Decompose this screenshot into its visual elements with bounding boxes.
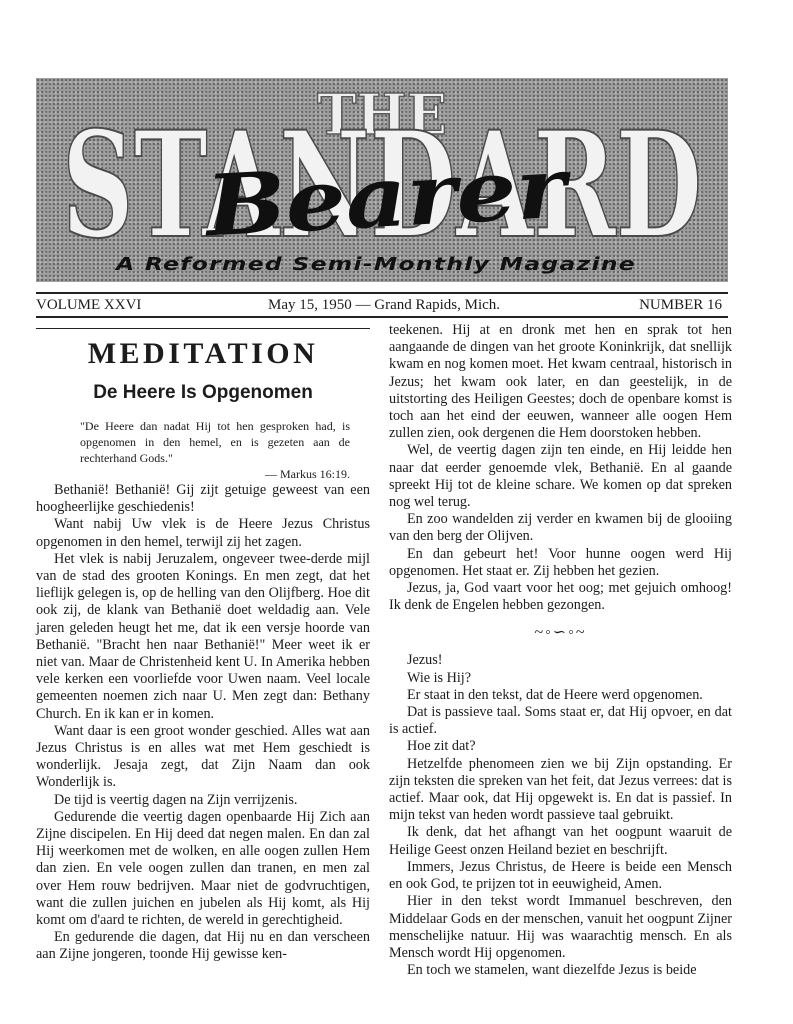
paragraph: Ik denk, dat het afhangt van het oogpunt waaruit de Heilige Geest onzen Heiland beziet en beschrijft. (389, 824, 732, 858)
section-ornament: ~◦∽◦~ (534, 624, 587, 642)
paragraph: Gedurende die veertig dagen openbaarde Hij Zich aan Zijne discipelen. En Hij deed dat negen malen. En dan zal Hij weerkomen met de wolken, en alle oogen zullen Hem dan zien. En vele oogen zullen dan tranen, en men zal over Hem rouw bedrijven. Maar niet de godvruchtigen, want die zullen juichen en jubelen als Hij komt, als Hij komt om d'aard te richten, de wereld in gerechtigheid. (36, 808, 370, 929)
paragraph: Hoe zit dat? (407, 738, 476, 755)
issue-number: NUMBER 16 (639, 297, 722, 313)
paragraph: Jezus! (407, 652, 443, 669)
right-column (389, 322, 732, 979)
paragraph: En dan gebeurt het! Voor hunne oogen werd Hij opgenomen. Het staat er. Zij hebben het gezien. (389, 545, 732, 579)
scripture-citation: — Markus 16:19. (265, 467, 350, 481)
left-column (36, 322, 370, 964)
paragraph: Immers, Jezus Christus, de Heere is beide een Mensch en ook God, te prijzen tot in eeuwigheid, Amen. (389, 858, 732, 893)
paragraph: Het vlek is nabij Jeruzalem, ongeveer twee-derde mijl van de stad des grooten Konings. En men zegt, dat het lieflijk gelegen is, op de helling van den Olijfberg. Hoe dit ook zij, de klank van Bethanië doet weldadig aan. Vele jaren geleden heugt het me, dat ik een versje hoorde van Bethanië. "Bracht hen naar Bethanië!" Meer weet ik er niet van. Maar de Christenheid kent U. In Amerika hebben vele kerken een voorliefde voor Uwen naam. Veel locale gemeenten noemen zich naar U. Men zegt dan: Bethany Church. En ik kan er in komen. (36, 550, 370, 722)
volume-label: VOLUME XXVI (36, 297, 142, 313)
masthead-banner (36, 78, 728, 282)
paragraph: Dat is passieve taal. Soms staat er, dat Hij opvoer, en dat is actief. (389, 704, 732, 738)
paragraph: Want daar is een groot wonder geschied. Alles wat aan Jezus Christus is en alles wat met Hem geschiedt is wonderlijk. Jesaja zegt, dat Zijn Naam dan ook Wonderlijk is. (36, 722, 370, 791)
paragraph: teekenen. Hij at en dronk met hen en sprak tot hen aangaande de dingen van het groote Koninkrijk, dat snellijk kwam en nog komen moet. Het kwam centraal, historisch in Jezus; het kwam ook later, en dan geestelijk, in de uitstorting des Heiligen Geestes; doch de openbare komst is toch aan het eind der eeuwen, wanneer alle oogen Hem zullen zien, ook dergenen die Hem doorstoken hebben. (389, 322, 732, 442)
paragraph: Wel, de veertig dagen zijn ten einde, en Hij leidde hen naar dat eerder genoemde vlek, Bethanië. En al gaande spreekt Hij tot de kleine schare. We komen op dat spreken nog wel terug. (389, 442, 732, 511)
epigraph: "De Heere dan nadat Hij tot hen gesproken had, is opgenomen in den hemel, en is gezeten aan de rechterhand Gods." (80, 419, 350, 465)
paragraph: Hetzelfde phenomeen zien we bij Zijn opstanding. Er zijn teksten die spreken van het feit, dat Jezus verrees: dat is actief. Maar ook, dat Hij opgewekt is. En dat is passief. In mijn tekst van heden wordt passieve taal gebruikt. (389, 755, 732, 824)
paragraph: Bethanië! Bethanië! Gij zijt getuige geweest van een hoogheerlijke geschiedenis! (36, 482, 370, 516)
masthead-graphic (36, 78, 728, 282)
issue-info-bar (36, 292, 728, 318)
paragraph: En zoo wandelden zij verder en kwamen bij de glooiing van den berg der Olijven. (389, 511, 732, 545)
masthead-subtitle: A Reformed Semi-Monthly Magazine (113, 254, 636, 275)
paragraph: Jezus, ja, God vaart voor het oog; met gejuich omhoog! Ik denk de Engelen hebben gezongen. (389, 580, 732, 614)
article-title: De Heere Is Opgenomen (93, 382, 313, 403)
masthead-standard: STANDARD (62, 100, 702, 271)
paragraph: Er staat in den tekst, dat de Heere werd opgenomen. (407, 686, 703, 703)
paragraph: En toch we stamelen, want diezelfde Jezus is beide (407, 962, 697, 979)
issue-date-place: May 15, 1950 — Grand Rapids, Mich. (268, 297, 501, 313)
paragraph: Hier in den tekst wordt Immanuel beschreven, den Middelaar Gods en der menschen, vanuit het oogpunt Zijner menschelijke natuur. Hij was waarachtig mensch. En als Mensch wordt Hij opgenomen. (389, 893, 732, 961)
section-heading: MEDITATION (87, 337, 319, 370)
masthead-the: THE (317, 82, 447, 148)
masthead-bearer: Bearer (203, 139, 530, 256)
paragraph: Wie is Hij? (407, 669, 472, 686)
paragraph: En gedurende die dagen, dat Hij nu en dan verscheen aan Zijne jongeren, toonde Hij gewisse ken- (36, 929, 370, 963)
paragraph: Want nabij Uw vlek is de Heere Jezus Christus opgenomen in den hemel, terwijl zij het zagen. (36, 516, 370, 550)
paragraph: De tijd is veertig dagen na Zijn verrijzenis. (54, 791, 298, 808)
